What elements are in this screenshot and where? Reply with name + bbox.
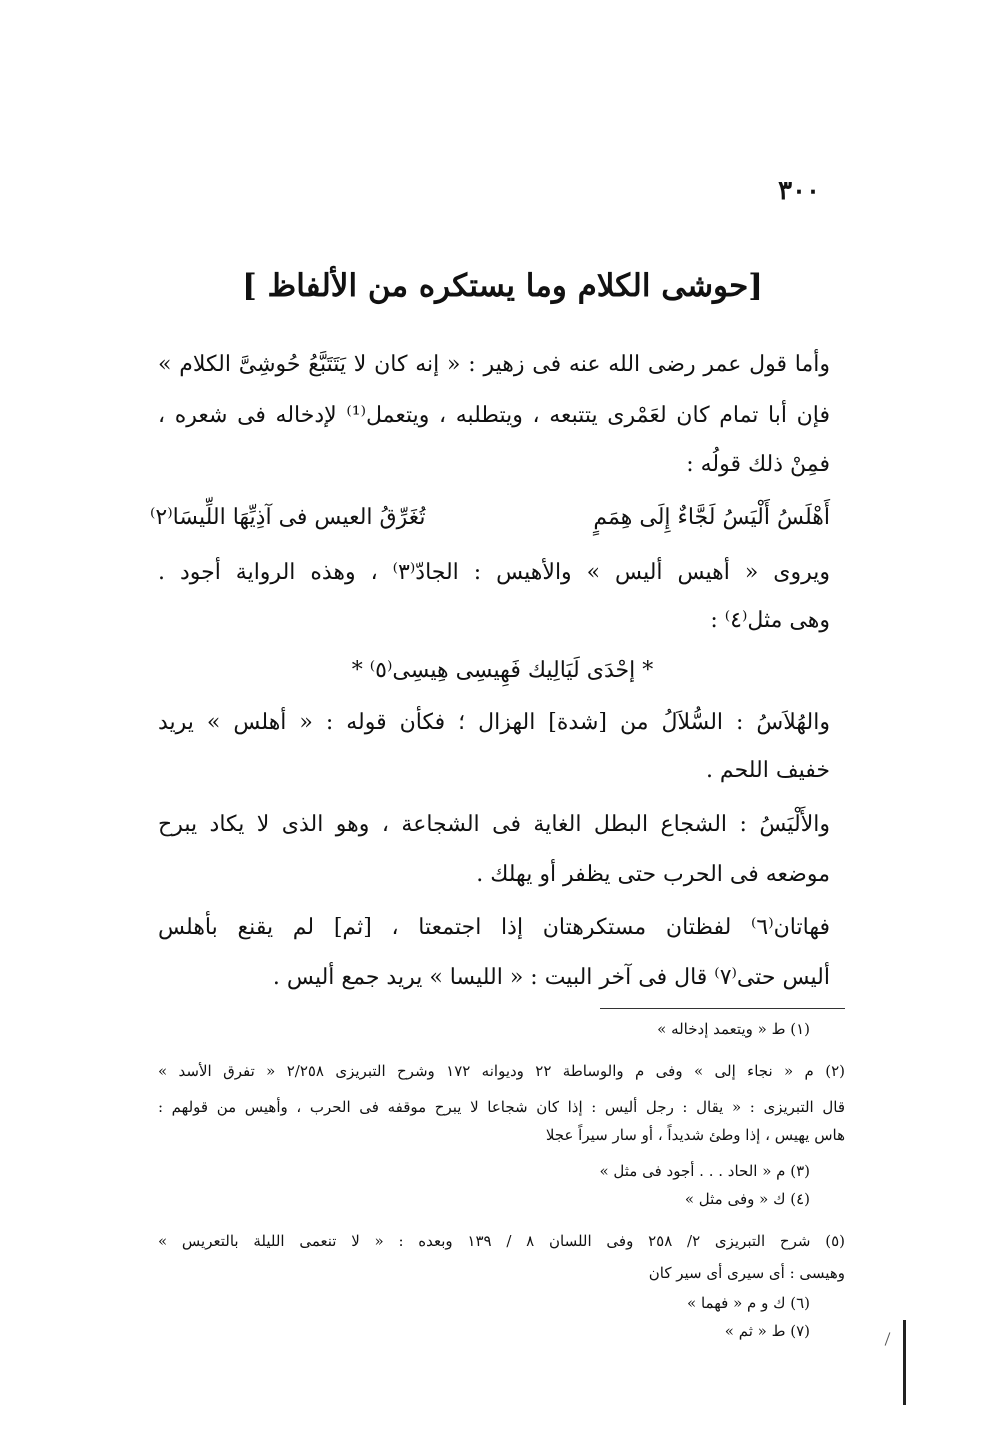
page-number: ٣٠٠ <box>778 176 820 206</box>
footnote-5: (٥) شرح التبريزى ٢/ ٢٥٨ وفى اللسان ٨ / ١٣٩ وبعده : « لا تنعمى الليلة بالتعريس » <box>158 1232 845 1250</box>
body-line-8: والأَلْيَسُ : الشجاع البطل الغاية فى الشجاعة ، وهو الذى لا يكاد يبرح <box>158 812 830 837</box>
margin-scan-tick <box>885 1332 891 1345</box>
body-line-4: ويروى « أهيس أليس » والأهيس : الجادّ⁽٣⁾ ، وهذه الرواية أجود . <box>158 560 830 585</box>
body-line-7: خفيف اللحم . <box>705 758 830 783</box>
footnote-1: (١) ط « ويتعمد إدخاله » <box>657 1020 810 1038</box>
verse-line <box>150 505 830 530</box>
footnote-7: (٧) ط « ثم » <box>724 1322 810 1340</box>
footnote-separator <box>600 1008 845 1009</box>
section-heading: [حوشى الكلام وما يستكره من الألفاظ ] <box>242 268 763 304</box>
margin-scan-mark <box>903 1320 906 1405</box>
body-line-11: أليس حتى⁽٧⁾ قال فى آخر البيت : « الليسا » يريد جمع أليس . <box>272 965 830 990</box>
footnote-2-cont-1: قال التبريزى : « يقال : رجل أليس : إذا كان شجاعا لا يبرح موقفه فى الحرب ، وأهيس من قولهم : <box>158 1098 845 1116</box>
body-line-3: فمِنْ ذلك قولُه : <box>686 452 830 477</box>
footnote-4: (٤) ك « وفى مثل » <box>684 1190 810 1208</box>
body-line-6: والهُلاَسُ : السُّلاَلُ من [شدة] الهزال ؛ فكأن قوله : « أهلس » يريد <box>158 710 830 735</box>
verse-first-hemistich: أَهْلَسُ أَلْيَسُ لَجَّاءٌ إِلَى هِمَمٍ <box>593 505 830 530</box>
footnote-3: (٣) م « الحاد . . . أجود فى مثل » <box>599 1162 810 1180</box>
body-line-2: فإن أبا تمام كان لعَمْرى يتتبعه ، ويتطلبه ، ويتعمل⁽¹⁾ لإدخاله فى شعره ، <box>158 403 830 428</box>
footnote-2-cont-2: هاس يهيس ، إذا وطئ شديداً ، أو سار سيراً عجلا <box>545 1126 845 1144</box>
body-line-9: موضعه فى الحرب حتى يظفر أو يهلك . <box>476 862 830 887</box>
proverb-line: * إحْدَى لَيَالِيك فَهِيسِى هِيسِى⁽٥⁾ * <box>351 658 654 683</box>
footnote-2: (٢) م « نجاء إلى » وفى م والوساطة ٢٢ وديوانه ١٧٢ وشرح التبريزى ٢/٢٥٨ « تفرق الأسد » <box>158 1062 845 1080</box>
footnote-6: (٦) ك و م « فهما » <box>687 1294 810 1312</box>
body-line-1: وأما قول عمر رضى الله عنه فى زهير : « إنه كان لا يَتَتَبَّعُ حُوشِىَّ الكلام » <box>158 352 830 377</box>
verse-second-hemistich: تُغَرِّقُ العيس فى آذِيِّهَا اللِّيسَا⁽٢⁾ <box>150 505 426 530</box>
body-line-5: وهى مثل⁽٤⁾ : <box>710 608 830 633</box>
footnote-5-cont: وهيسى : أى سيرى أى سير كان <box>648 1264 845 1282</box>
body-line-10: فهاتان⁽٦⁾ لفظتان مستكرهتان إذا اجتمعتا ، [ثم] لم يقنع بأهلس <box>158 915 830 940</box>
